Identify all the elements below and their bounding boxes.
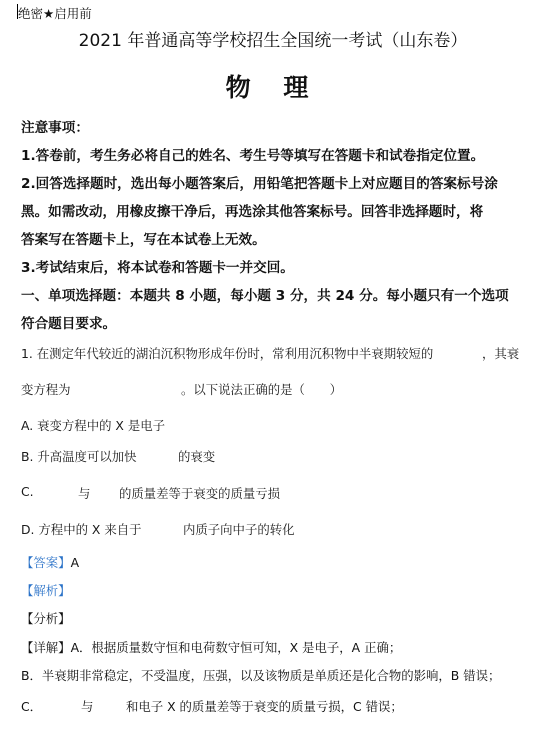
answer-tag: 【答案】 (21, 555, 71, 570)
analysis-tag: 【解析】 (21, 583, 71, 598)
answer-value: A (70, 555, 80, 570)
notice-item-2-line-2: 黑。如需改动，用橡皮擦干净后，再选涂其他答案标号。回答非选择题时，将 (21, 204, 484, 220)
notice-heading: 注意事项： (21, 120, 89, 136)
option-d-part-2: 内质子向中子的转化 (183, 522, 295, 537)
section-heading-line-1: 一、单项选择题：本题共 8 小题，每小题 3 分，共 24 分。每小题只有一个选项 (21, 288, 509, 304)
confidential-label: 绝密★启用前 (18, 6, 92, 21)
notice-item-3: 3.考试结束后，将本试卷和答题卡一并交回。 (21, 260, 294, 276)
question-1-stem-part-2: ，其衰 (482, 346, 520, 361)
subject-title: 物 理 (225, 73, 321, 102)
option-b-part-1: B. 升高温度可以加快 (21, 449, 137, 464)
notice-item-2-line-3: 答案写在答题卡上，写在本试卷上无效。 (21, 232, 266, 248)
fenxi-tag: 【分析】 (21, 611, 71, 626)
option-d-part-1: D. 方程中的 X 来自于 (21, 522, 142, 537)
notice-item-2-line-1: 2.回答选择题时，选出每小题答案后，用铅笔把答题卡上对应题目的答案标号涂 (21, 176, 498, 192)
detail-c-part-2: 与 (81, 699, 94, 714)
option-c-part-2: 与 (78, 486, 91, 501)
option-c-part-3: 的质量差等于衰变的质量亏损 (119, 486, 281, 501)
answer-line (21, 553, 79, 571)
detail-a-line (21, 638, 401, 656)
detail-tag: 【详解】 (21, 640, 71, 655)
detail-a: A．根据质量数守恒和电荷数守恒可知，X 是电子，A 正确； (70, 640, 402, 655)
question-1-stem-line-2a: 变方程为 (21, 382, 71, 397)
option-c-part-1: C. (21, 484, 34, 499)
question-1-stem-part-1: 1. 在测定年代较近的湖泊沉积物形成年份时，常利用沉积物中半衰期较短的 (21, 346, 434, 361)
notice-item-1: 1.答卷前，考生务必将自己的姓名、考生号等填写在答题卡和试卷指定位置。 (21, 148, 485, 164)
detail-c-part-3: 和电子 X 的质量差等于衰变的质量亏损，C 错误； (126, 699, 403, 714)
option-b-part-2: 的衰变 (178, 449, 216, 464)
detail-b: B．半衰期非常稳定，不受温度，压强，以及该物质是单质还是化合物的影响，B 错误； (21, 668, 501, 683)
question-1-stem-line-2b: 。以下说法正确的是（ ） (181, 382, 343, 397)
exam-title: 2021 年普通高等学校招生全国统一考试（山东卷） (78, 31, 468, 51)
section-heading-line-2: 符合题目要求。 (21, 316, 117, 332)
detail-c-part-1: C． (21, 699, 43, 714)
option-a: A. 衰变方程中的 X 是电子 (21, 418, 166, 433)
